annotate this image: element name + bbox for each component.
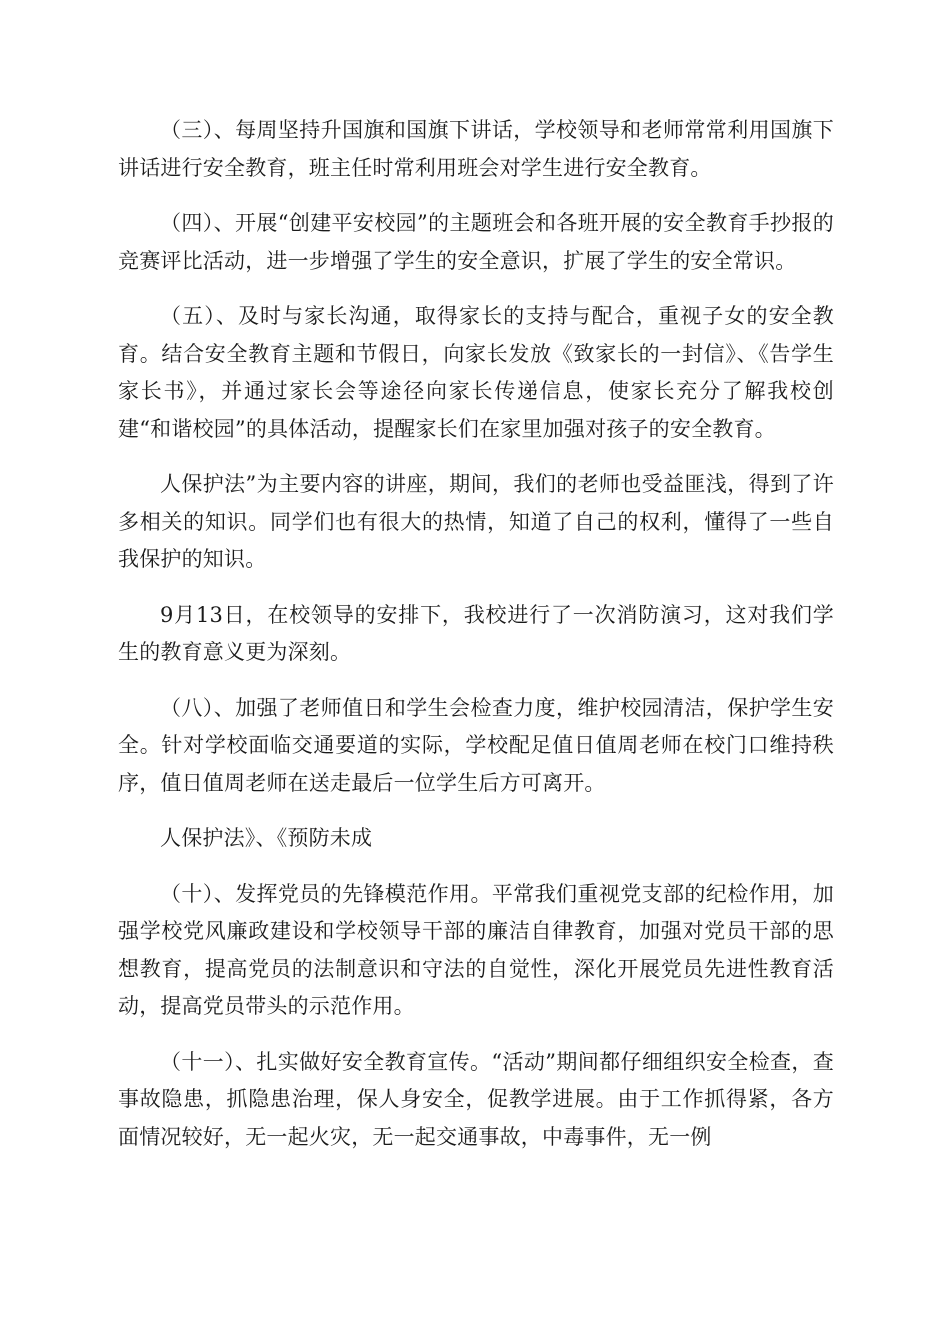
paragraph-10: （十）、发挥党员的先锋模范作用。平常我们重视党支部的纪检作用，加强学校党风廉政建设和学校领导干部的廉洁自律教育，加强对党员干部的思想教育，提高党员的法制意识和守法的自觉性，深化开展党员先进性教育活动，提高党员带头的示范作用。 [118,881,834,1018]
document-body [118,112,834,1174]
paragraph-5: （五）、及时与家长沟通，取得家长的支持与配合，重视子女的安全教育。结合安全教育主题和节假日，向家长发放《致家长的一封信》、《告学生家长书》，并通过家长会等途径向家长传递信息，使家长充分了解我校创建“和谐校园”的具体活动，提醒家长们在家里加强对孩子的安全教育。 [118,304,834,441]
paragraph-lecture: 人保护法”为主要内容的讲座，期间，我们的老师也受益匪浅，得到了许多相关的知识。同学们也有很大的热情，知道了自己的权利，懂得了一些自我保护的知识。 [118,472,834,571]
paragraph-fire-drill: 9月13日，在校领导的安排下，我校进行了一次消防演习，这对我们学生的教育意义更为深刻。 [118,602,834,664]
paragraph-11: （十一）、扎实做好安全教育宣传。“活动”期间都仔细组织安全检查，查事故隐患，抓隐患治理，保人身安全，促教学进展。由于工作抓得紧，各方面情况较好，无一起火灾，无一起交通事故，中毒事件，无一例 [118,1049,834,1149]
paragraph-8: （八）、加强了老师值日和学生会检查力度，维护校园清洁，保护学生安全。针对学校面临交通要道的实际，学校配足值日值周老师在校门口维持秩序，值日值周老师在送走最后一位学生后方可离开。 [118,695,834,795]
paragraph-fragment: 人保护法》、《预防未成 [160,826,373,850]
paragraph-3: （三）、每周坚持升国旗和国旗下讲话，学校领导和老师常常利用国旗下讲话进行安全教育，班主任时常利用班会对学生进行安全教育。 [118,118,834,180]
paragraph-4: （四）、开展“创建平安校园”的主题班会和各班开展的安全教育手抄报的竞赛评比活动，进一步增强了学生的安全意识，扩展了学生的安全常识。 [118,211,834,273]
